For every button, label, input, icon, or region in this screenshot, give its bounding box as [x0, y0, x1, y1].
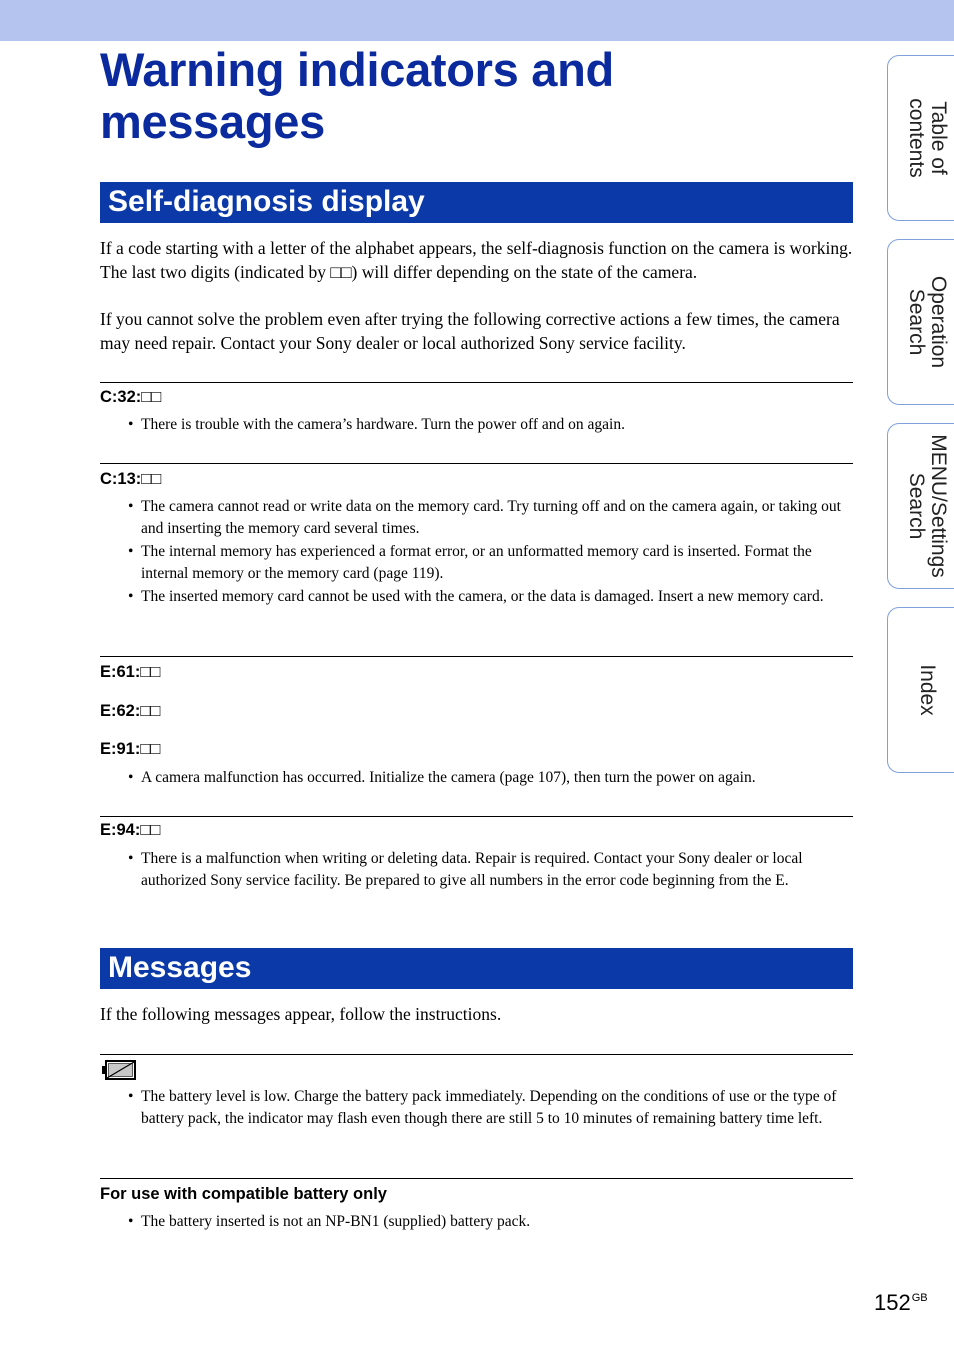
list-item: • The inserted memory card cannot be used with the camera, or the data is damaged. Insert a new memory card. [128, 586, 853, 608]
list-item: • The camera cannot read or write data on the memory card. Try turning off and on the camera again, or taking out and inserting the memory card several times. [128, 496, 853, 539]
c13-bullets [128, 496, 853, 610]
page-title: Warning indicators and messages [100, 43, 614, 148]
divider [100, 463, 853, 464]
battery-low-icon [101, 1059, 137, 1086]
tab-table-of-contents[interactable] [887, 55, 954, 221]
e94-bullets [128, 848, 853, 893]
divider [100, 816, 853, 817]
tab-label: Table of contents [905, 98, 950, 178]
tab-label: Index [916, 664, 939, 716]
top-banner [0, 0, 954, 41]
tab-operation-search[interactable] [887, 239, 954, 405]
message-compatible-battery: For use with compatible battery only [100, 1185, 387, 1203]
tab-index[interactable] [887, 607, 954, 773]
tab-menu-settings-search[interactable] [887, 423, 954, 589]
list-item: • There is trouble with the camera’s hardware. Turn the power off and on again. [128, 414, 853, 436]
error-code-e62: E:62:□□ [100, 702, 161, 720]
e91-bullets [128, 767, 853, 791]
compatible-bullets [128, 1211, 853, 1235]
section-heading-messages: Messages [100, 948, 853, 989]
page-region-suffix: GB [911, 1292, 928, 1304]
tab-label: Operation Search [905, 275, 950, 369]
divider [100, 656, 853, 657]
page-number [874, 1290, 928, 1316]
repair-paragraph: If you cannot solve the problem even after trying the following corrective actions a few times, the camera may need repair. Contact your Sony dealer or local authorized Sony service facility. [100, 309, 840, 353]
error-code-e94: E:94:□□ [100, 821, 161, 839]
list-item: • There is a malfunction when writing or deleting data. Repair is required. Contact your Sony dealer or local authorized Sony service facility. Be prepared to give all numbers in the error code beginning from the E. [128, 848, 853, 891]
error-code-c13: C:13:□□ [100, 470, 162, 488]
page-number-value: 152 [874, 1290, 911, 1315]
error-code-c32: C:32:□□ [100, 388, 162, 406]
error-code-e61: E:61:□□ [100, 663, 161, 681]
intro-paragraph: If a code starting with a letter of the alphabet appears, the self-diagnosis function on the camera is working. The last two digits (indicated by □□) will differ depending on the state of the camera. [100, 238, 853, 282]
section-heading-self-diagnosis: Self-diagnosis display [100, 182, 853, 223]
tab-label: MENU/Settings Search [905, 434, 950, 578]
c32-bullets [128, 414, 853, 438]
divider [100, 1054, 853, 1055]
list-item: • The battery inserted is not an NP-BN1 (supplied) battery pack. [128, 1211, 853, 1233]
list-item: • The internal memory has experienced a format error, or an unformatted memory card is inserted. Format the internal memory or the memory card (page 119). [128, 541, 853, 584]
list-item: • The battery level is low. Charge the battery pack immediately. Depending on the conditions of use or the type of battery pack, the indicator may flash even though there are still 5 to 10 minutes of remaining battery time left. [128, 1086, 853, 1129]
error-code-e91: E:91:□□ [100, 740, 161, 758]
divider [100, 1178, 853, 1179]
messages-intro: If the following messages appear, follow the instructions. [100, 1004, 502, 1024]
divider [100, 382, 853, 383]
list-item: • A camera malfunction has occurred. Initialize the camera (page 107), then turn the power on again. [128, 767, 853, 789]
battery-bullets [128, 1086, 853, 1131]
